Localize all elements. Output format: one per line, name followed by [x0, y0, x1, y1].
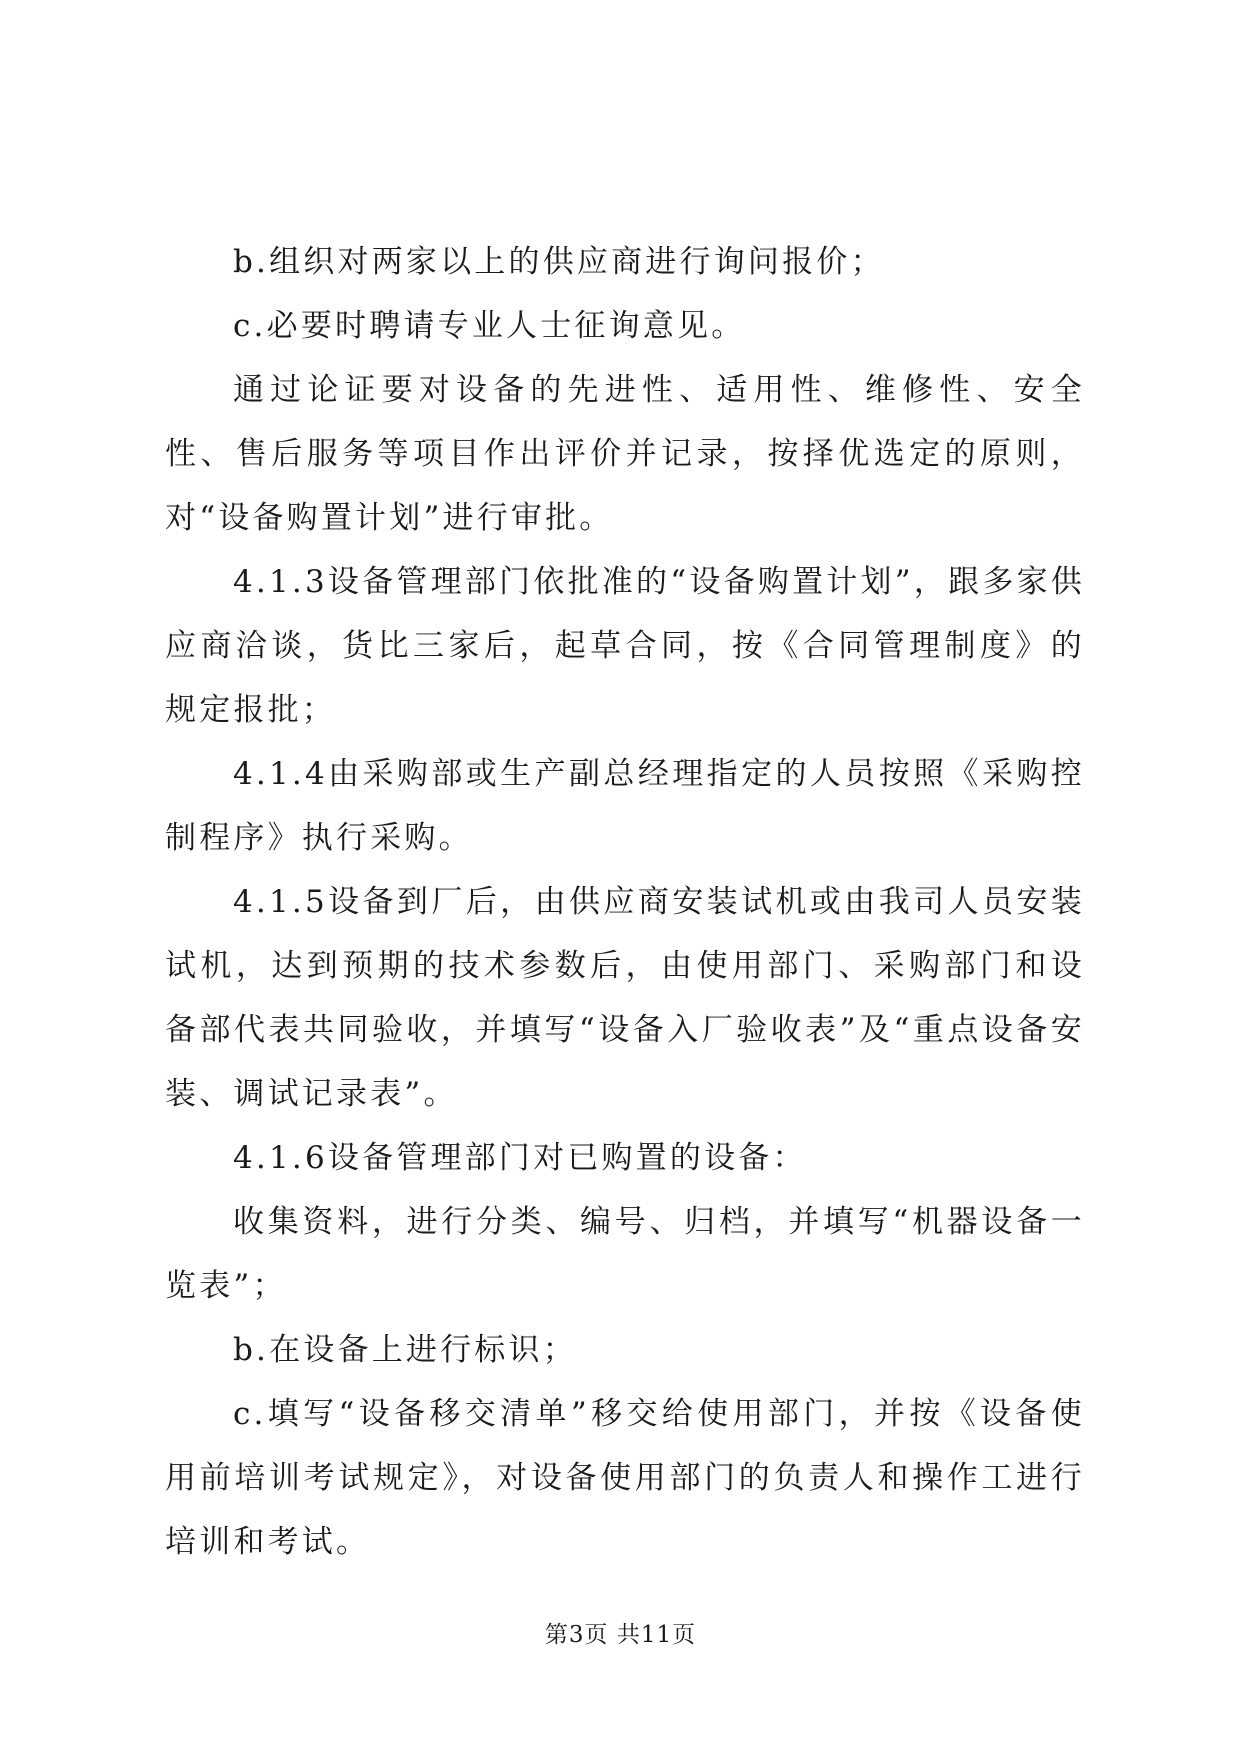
paragraph-4-1-3: 4.1.3设备管理部门依批准的“设备购置计划”，跟多家供应商洽谈，货比三家后，起草合同，按《合同管理制度》的规定报批；	[165, 564, 1085, 728]
paragraph-b-quotation: b.组织对两家以上的供应商进行询问报价；	[233, 244, 885, 280]
paragraph-b-marking: b.在设备上进行标识；	[233, 1332, 577, 1368]
paragraph-4-1-4: 4.1.4由采购部或生产副总经理指定的人员按照《采购控制程序》执行采购。	[165, 756, 1085, 856]
paragraph-evaluation: 通过论证要对设备的先进性、适用性、维修性、安全性、售后服务等项目作出评价并记录，按择优选定的原则，对“设备购置计划”进行审批。	[165, 372, 1085, 536]
paragraph-c-expert-opinion: c.必要时聘请专业人士征询意见。	[233, 308, 746, 344]
page-number-footer: 第3页 共11页	[544, 1622, 697, 1648]
paragraph-collect-materials: 收集资料，进行分类、编号、归档，并填写“机器设备一览表”；	[165, 1204, 1085, 1304]
paragraph-4-1-6: 4.1.6设备管理部门对已购置的设备：	[233, 1140, 807, 1176]
paragraph-c-handover: c.填写“设备移交清单”移交给使用部门，并按《设备使用前培训考试规定》，对设备使用部门的负责人和操作工进行培训和考试。	[165, 1396, 1085, 1560]
paragraph-4-1-5: 4.1.5设备到厂后，由供应商安装试机或由我司人员安装试机，达到预期的技术参数后，由使用部门、采购部门和设备部代表共同验收，并填写“设备入厂验收表”及“重点设备安装、调试记录表”。	[165, 884, 1085, 1112]
document-body	[165, 230, 1085, 1574]
